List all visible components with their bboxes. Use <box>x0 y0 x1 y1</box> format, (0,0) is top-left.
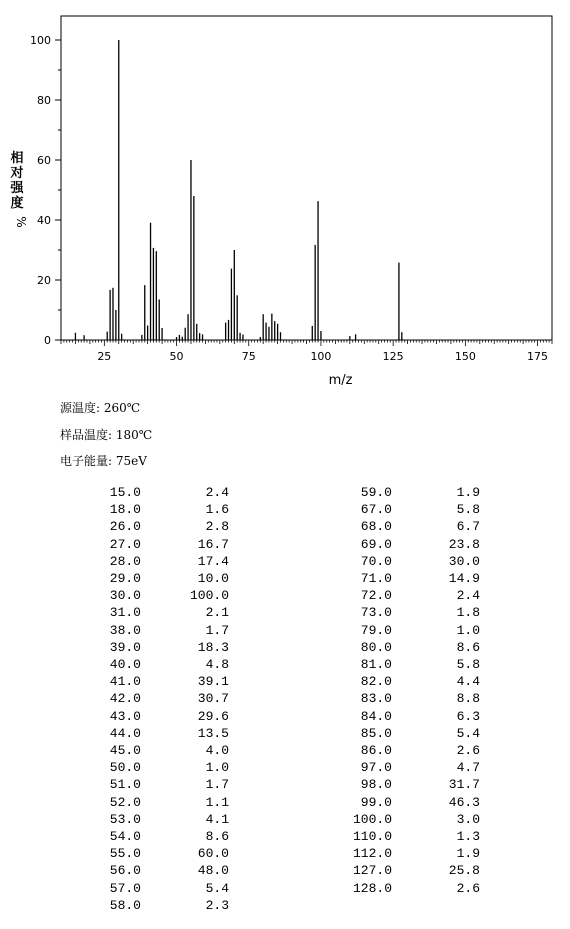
table-intensity-cell: 100.0 <box>189 588 229 604</box>
table-intensity-cell: 1.9 <box>456 846 480 862</box>
y-axis-label-char: 相 <box>10 151 24 166</box>
x-tick-label: 100 <box>310 350 332 363</box>
y-axis-label <box>9 150 28 228</box>
x-tick-label: 50 <box>169 350 184 363</box>
source-temperature: 源温度: 260℃ <box>60 401 141 415</box>
table-mz-cell: 97.0 <box>360 760 392 776</box>
table-mz-cell: 98.0 <box>360 777 392 793</box>
table-mz-cell: 84.0 <box>360 708 392 724</box>
table-mz-cell: 26.0 <box>109 519 141 535</box>
table-mz-cell: 15.0 <box>109 485 141 500</box>
table-intensity-cell: 2.4 <box>456 588 480 604</box>
y-tick-label: 0 <box>44 334 51 347</box>
table-intensity-cell: 6.3 <box>456 708 480 724</box>
table-intensity-cell: 10.0 <box>197 571 229 586</box>
table-mz-cell: 38.0 <box>109 622 141 638</box>
table-intensity-cell: 8.8 <box>456 691 480 707</box>
x-tick-label: 75 <box>241 350 256 363</box>
table-intensity-cell: 1.0 <box>205 760 229 776</box>
table-intensity-cell: 1.8 <box>456 605 480 621</box>
table-intensity-cell: 46.3 <box>448 794 480 810</box>
table-mz-cell: 127.0 <box>352 863 392 879</box>
mass-spectrum-chart <box>0 0 570 395</box>
x-axis-label: m/z <box>328 373 353 388</box>
table-intensity-cell: 30.0 <box>448 553 480 569</box>
electron-energy: 电子能量: 75eV <box>60 454 147 468</box>
table-mz-cell: 73.0 <box>360 605 392 621</box>
table-intensity-cell: 4.4 <box>456 674 480 690</box>
plot-frame <box>61 16 552 340</box>
table-intensity-cell: 18.3 <box>197 639 229 655</box>
table-mz-cell: 82.0 <box>360 674 392 690</box>
table-intensity-cell: 6.7 <box>456 519 480 535</box>
table-mz-cell: 45.0 <box>109 743 141 758</box>
table-intensity-cell: 4.0 <box>205 743 229 758</box>
table-mz-cell: 67.0 <box>360 502 392 518</box>
table-mz-cell: 72.0 <box>360 588 392 604</box>
table-mz-cell: 81.0 <box>360 657 392 672</box>
table-intensity-cell: 2.4 <box>205 485 229 500</box>
table-mz-cell: 85.0 <box>360 725 392 741</box>
table-intensity-cell: 2.6 <box>456 880 480 896</box>
table-mz-cell: 39.0 <box>109 639 141 655</box>
table-mz-cell: 56.0 <box>109 863 141 879</box>
table-intensity-cell: 4.7 <box>456 760 480 776</box>
table-intensity-cell: 5.4 <box>205 880 229 896</box>
table-intensity-cell: 2.8 <box>205 519 229 535</box>
x-tick-label: 25 <box>97 350 112 363</box>
table-intensity-cell: 17.4 <box>197 553 229 569</box>
table-mz-cell: 30.0 <box>109 588 141 604</box>
table-intensity-cell: 1.6 <box>205 502 229 518</box>
table-intensity-cell: 31.7 <box>448 777 480 793</box>
table-mz-cell: 50.0 <box>109 760 141 776</box>
y-tick-label: 40 <box>37 214 51 227</box>
y-axis-label-char: 对 <box>10 166 24 181</box>
table-mz-cell: 44.0 <box>109 725 141 741</box>
table-mz-cell: 28.0 <box>109 553 141 569</box>
table-mz-cell: 43.0 <box>109 708 141 724</box>
table-mz-cell: 70.0 <box>360 553 392 569</box>
table-mz-cell: 110.0 <box>352 829 392 844</box>
table-mz-cell: 55.0 <box>109 846 141 862</box>
table-mz-cell: 83.0 <box>360 691 392 707</box>
table-mz-cell: 69.0 <box>360 536 392 552</box>
table-mz-cell: 59.0 <box>360 485 392 500</box>
table-mz-cell: 52.0 <box>109 794 141 810</box>
y-tick-label: 60 <box>37 154 51 167</box>
sample-temperature: 样品温度: 180℃ <box>60 428 153 442</box>
x-tick-label: 150 <box>454 350 476 363</box>
table-intensity-cell: 16.7 <box>197 536 229 552</box>
y-axis-label-char: 度 <box>10 196 24 211</box>
table-mz-cell: 31.0 <box>109 605 141 621</box>
table-intensity-cell: 5.8 <box>456 502 480 518</box>
table-intensity-cell: 4.8 <box>205 657 229 672</box>
table-mz-cell: 41.0 <box>109 674 141 690</box>
table-intensity-cell: 2.3 <box>205 897 229 913</box>
table-mz-cell: 18.0 <box>109 502 141 518</box>
y-tick-label: 20 <box>37 274 51 287</box>
table-intensity-cell: 1.1 <box>205 794 229 810</box>
table-intensity-cell: 5.8 <box>456 657 480 672</box>
y-tick-label: 80 <box>37 94 51 107</box>
table-intensity-cell: 1.9 <box>456 485 480 500</box>
table-intensity-cell: 25.8 <box>448 863 480 879</box>
table-mz-cell: 99.0 <box>360 794 392 810</box>
table-mz-cell: 27.0 <box>109 536 141 552</box>
table-intensity-cell: 23.8 <box>448 536 480 552</box>
x-tick-label: 125 <box>382 350 404 363</box>
table-intensity-cell: 8.6 <box>456 639 480 655</box>
table-intensity-cell: 1.7 <box>205 622 229 638</box>
table-intensity-cell: 30.7 <box>197 691 229 707</box>
table-intensity-cell: 14.9 <box>448 571 480 586</box>
table-mz-cell: 128.0 <box>352 880 392 896</box>
table-intensity-cell: 5.4 <box>456 725 480 741</box>
table-mz-cell: 54.0 <box>109 829 141 844</box>
table-intensity-cell: 29.6 <box>197 708 229 724</box>
table-intensity-cell: 1.3 <box>456 829 480 844</box>
table-mz-cell: 57.0 <box>109 880 141 896</box>
table-mz-cell: 71.0 <box>360 571 392 586</box>
table-mz-cell: 86.0 <box>360 743 392 758</box>
table-intensity-cell: 48.0 <box>197 863 229 879</box>
table-intensity-cell: 1.0 <box>456 622 480 638</box>
table-intensity-cell: 2.6 <box>456 743 480 758</box>
table-mz-cell: 68.0 <box>360 519 392 535</box>
table-intensity-cell: 13.5 <box>197 725 229 741</box>
table-intensity-cell: 60.0 <box>197 846 229 862</box>
table-intensity-cell: 3.0 <box>456 811 480 827</box>
table-mz-cell: 112.0 <box>352 846 392 862</box>
table-mz-cell: 42.0 <box>109 691 141 707</box>
y-tick-label: 100 <box>30 34 51 47</box>
table-mz-cell: 51.0 <box>109 777 141 793</box>
y-axis-unit: % <box>14 216 28 228</box>
table-mz-cell: 79.0 <box>360 622 392 638</box>
table-mz-cell: 53.0 <box>109 811 141 827</box>
table-mz-cell: 40.0 <box>109 657 141 672</box>
table-mz-cell: 29.0 <box>109 571 141 586</box>
table-intensity-cell: 39.1 <box>197 674 229 690</box>
x-tick-label: 175 <box>527 350 549 363</box>
table-intensity-cell: 1.7 <box>205 777 229 793</box>
y-axis-label-char: 强 <box>10 181 24 196</box>
table-intensity-cell: 8.6 <box>205 829 229 844</box>
table-intensity-cell: 2.1 <box>205 605 229 621</box>
table-mz-cell: 100.0 <box>352 811 392 827</box>
table-mz-cell: 80.0 <box>360 639 392 655</box>
table-mz-cell: 58.0 <box>109 897 141 913</box>
table-intensity-cell: 4.1 <box>205 811 229 827</box>
